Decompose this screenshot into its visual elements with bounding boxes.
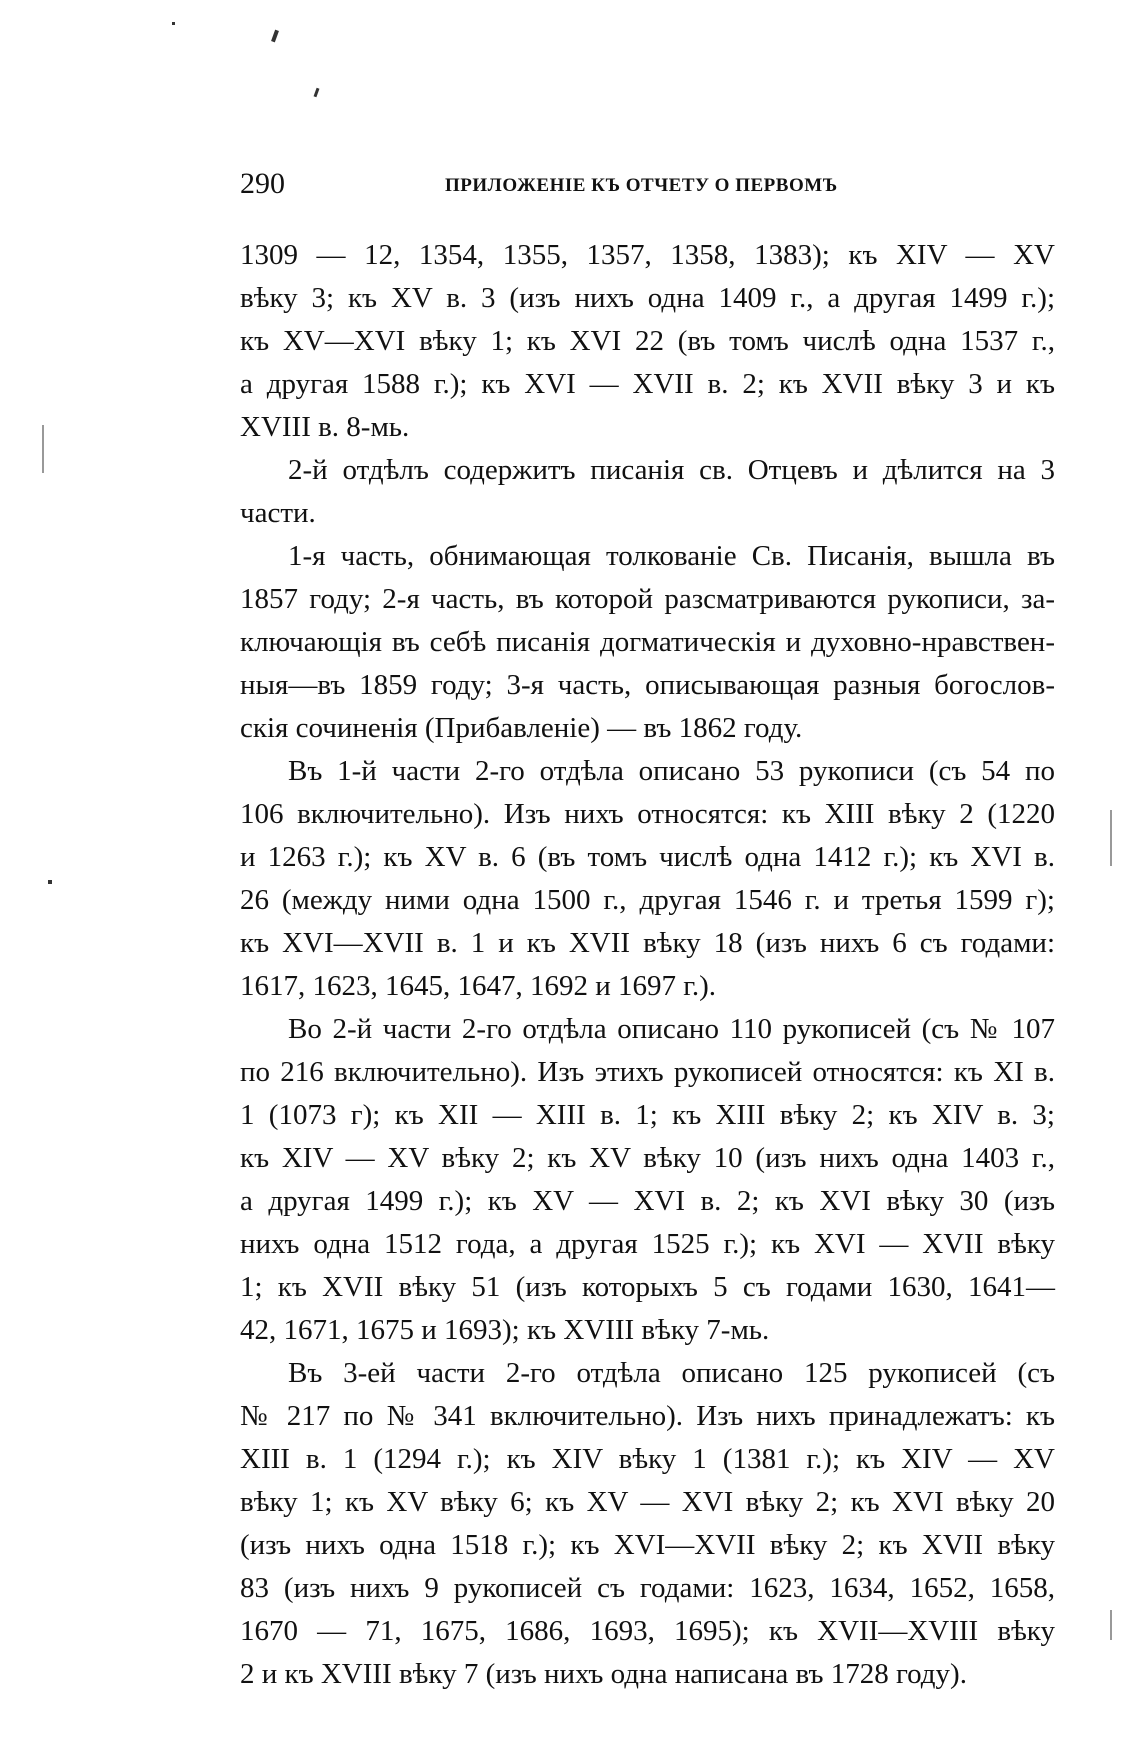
paragraph	[240, 234, 1055, 449]
text-line: 1-я часть, обнимающая толкованіе Св. Писанія, вышла въ	[288, 540, 1055, 572]
text-line: Въ 3-ей части 2-го отдѣла описано 125 рукописей (съ	[288, 1357, 1055, 1389]
scan-speck	[1110, 1610, 1112, 1640]
text-line: XVIII в. 8-мь.	[240, 411, 410, 443]
text-line: 2 и къ XVIII вѣку 7 (изъ нихъ одна написана въ 1728 году).	[240, 1658, 967, 1690]
text-line: по 216 включительно). Изъ этихъ рукописей относятся: къ XI в.	[240, 1056, 1055, 1088]
scan-speck	[271, 30, 279, 43]
page-number: 290	[240, 167, 285, 200]
paragraph	[240, 449, 1055, 535]
text-line: 106 включительно). Изъ нихъ относятся: къ XIII вѣку 2 (1220	[240, 798, 1055, 830]
paragraph	[240, 1008, 1055, 1352]
text-line: 1670 — 71, 1675, 1686, 1693, 1695); къ XVII—XVIII вѣку	[240, 1615, 1055, 1647]
paragraph	[240, 750, 1055, 1008]
text-line: 1 (1073 г); къ XII — XIII в. 1; къ XIII вѣку 2; къ XIV в. 3;	[240, 1099, 1055, 1131]
text-line: къ XV—XVI вѣку 1; къ XVI 22 (въ томъ числѣ одна 1537 г.,	[240, 325, 1055, 357]
scan-speck	[172, 22, 175, 25]
text-line: Во 2-й части 2-го отдѣла описано 110 рукописей (съ № 107	[288, 1013, 1055, 1045]
text-line: ключающія въ себѣ писанія догматическія и духовно-нравствен-	[240, 626, 1055, 658]
text-line: а другая 1499 г.); къ XV — XVI в. 2; къ XVI вѣку 30 (изъ	[240, 1185, 1055, 1217]
text-line: 1617, 1623, 1645, 1647, 1692 и 1697 г.).	[240, 970, 717, 1002]
text-line: XIII в. 1 (1294 г.); къ XIV вѣку 1 (1381 г.); къ XIV — XV	[240, 1443, 1055, 1475]
text-line: части.	[240, 497, 316, 529]
text-line: вѣку 1; къ XV вѣку 6; къ XV — XVI вѣку 2; къ XVI вѣку 20	[240, 1486, 1055, 1518]
running-title: ПРИЛОЖЕНІЕ КЪ ОТЧЕТУ О ПЕРВОМЪ	[445, 175, 838, 196]
text-line: къ XIV — XV вѣку 2; къ XV вѣку 10 (изъ нихъ одна 1403 г.,	[240, 1142, 1055, 1174]
text-line: вѣку 3; къ XV в. 3 (изъ нихъ одна 1409 г., а другая 1499 г.);	[240, 282, 1055, 314]
text-line: 83 (изъ нихъ 9 рукописей съ годами: 1623, 1634, 1652, 1658,	[240, 1572, 1055, 1604]
scan-speck	[42, 425, 44, 473]
text-line: 1857 году; 2-я часть, въ которой разсматриваются рукописи, за-	[240, 583, 1055, 615]
text-line: (изъ нихъ одна 1518 г.); къ XVI—XVII вѣку 2; къ XVII вѣку	[240, 1529, 1055, 1561]
text-line: 2-й отдѣлъ содержитъ писанія св. Отцевъ и дѣлится на 3	[288, 454, 1055, 486]
text-line: 26 (между ними одна 1500 г., другая 1546 г. и третья 1599 г);	[240, 884, 1055, 916]
text-line: 1309 — 12, 1354, 1355, 1357, 1358, 1383); къ XIV — XV	[240, 239, 1055, 271]
running-head	[240, 164, 1050, 208]
text-line: и 1263 г.); къ XV в. 6 (въ томъ числѣ одна 1412 г.); къ XVI в.	[240, 841, 1055, 873]
text-line: Въ 1-й части 2-го отдѣла описано 53 рукописи (съ 54 по	[288, 755, 1055, 787]
scan-speck	[1110, 810, 1112, 866]
text-line: ныя—въ 1859 году; 3-я часть, описывающая разныя богослов-	[240, 669, 1055, 701]
text-line: къ XVI—XVII в. 1 и къ XVII вѣку 18 (изъ нихъ 6 съ годами:	[240, 927, 1055, 959]
text-line: № 217 по № 341 включительно). Изъ нихъ принадлежатъ: къ	[240, 1400, 1055, 1432]
text-line: нихъ одна 1512 года, а другая 1525 г.); къ XVI — XVII вѣку	[240, 1228, 1055, 1260]
paragraph	[240, 1352, 1055, 1696]
text-line: 1; къ XVII вѣку 51 (изъ которыхъ 5 съ годами 1630, 1641—	[240, 1271, 1055, 1303]
text-line: а другая 1588 г.); къ XVI — XVII в. 2; къ XVII вѣку 3 и къ	[240, 368, 1055, 400]
text-line: скія сочиненія (Прибавленіе) — въ 1862 году.	[240, 712, 803, 744]
scan-speck	[314, 88, 320, 97]
text-line: 42, 1671, 1675 и 1693); къ XVIII вѣку 7-мь.	[240, 1314, 770, 1346]
paragraph	[240, 535, 1055, 750]
scan-speck	[48, 880, 52, 884]
body-text	[240, 234, 1055, 1696]
